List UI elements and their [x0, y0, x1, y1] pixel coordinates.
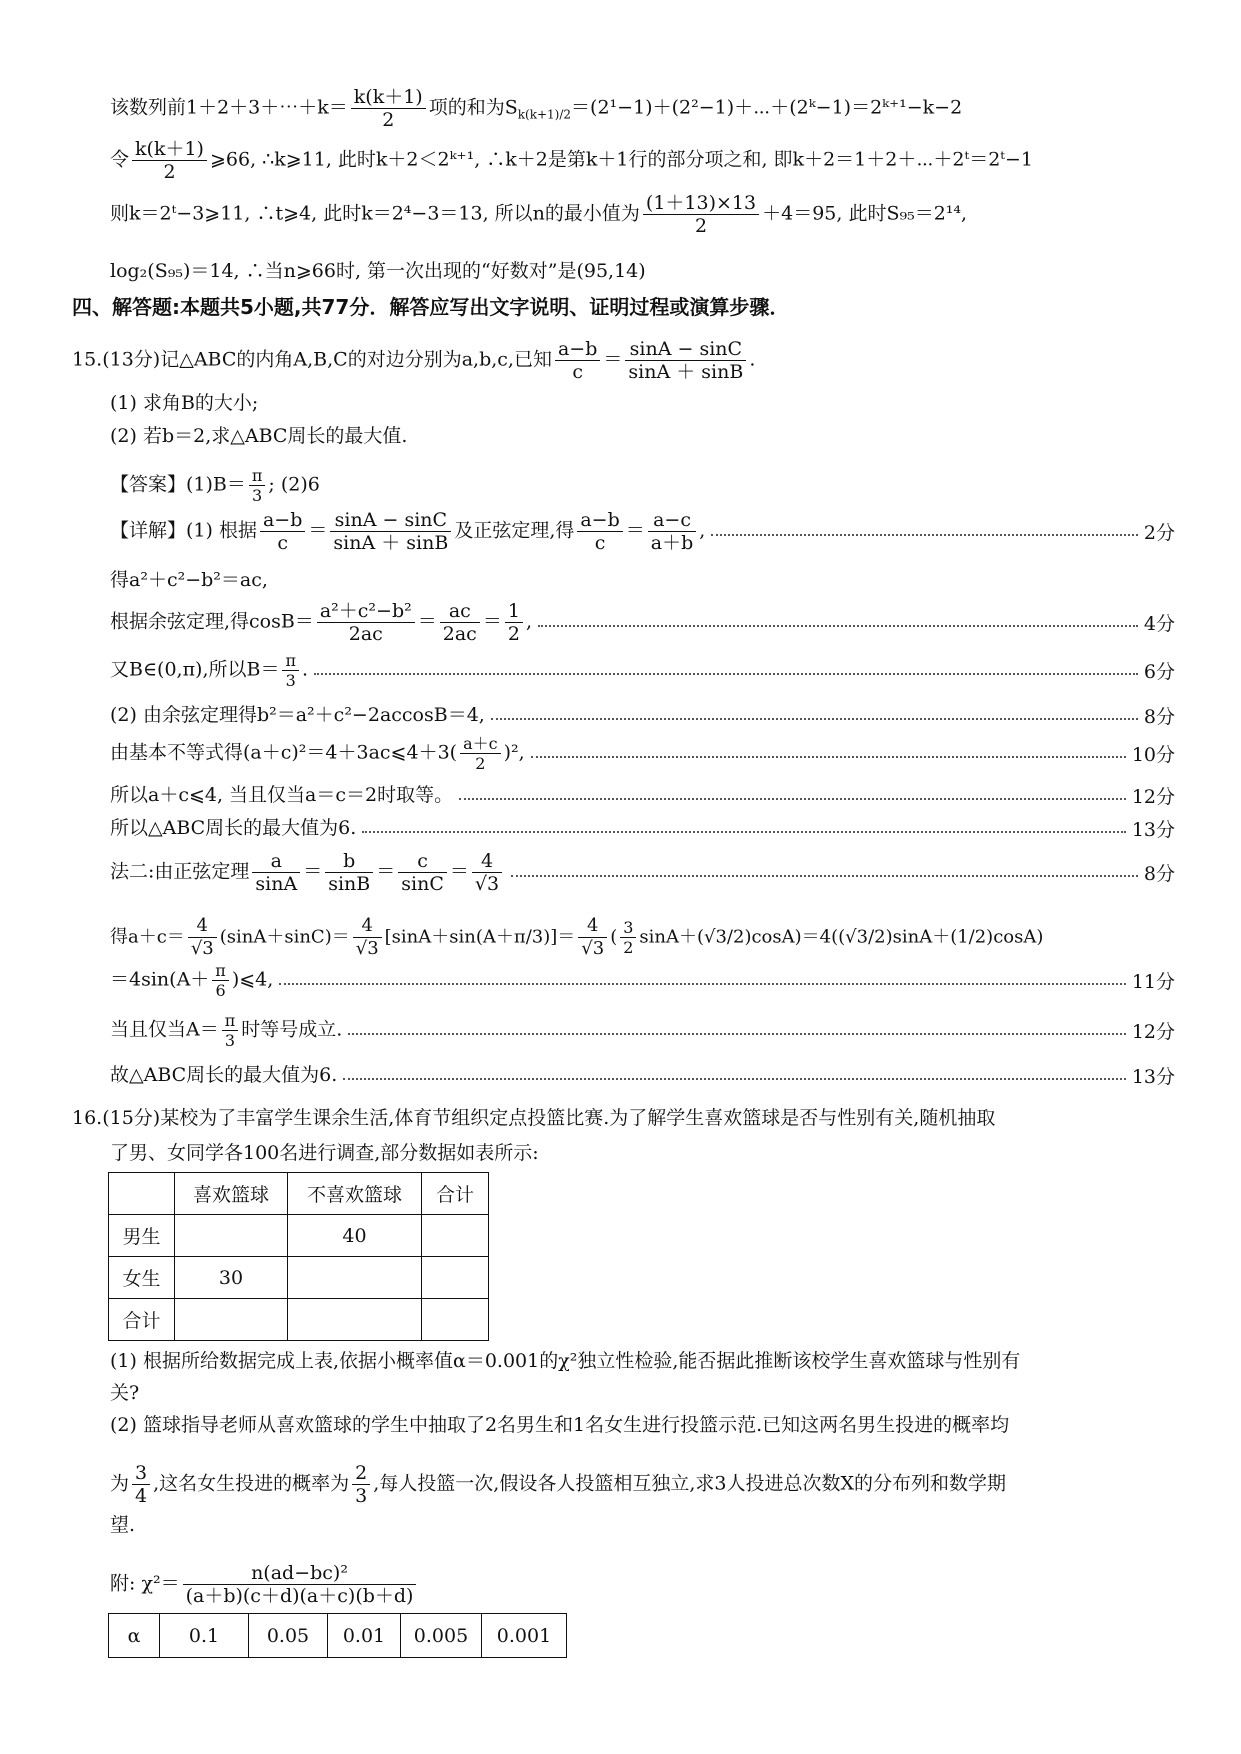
text: ＝: [303, 860, 323, 882]
text: sinA＋(√3/2)cosA)＝4((√3/2)sinA＋(1/2)cosA): [639, 926, 1044, 948]
leader-dots: [343, 1078, 1125, 1080]
fraction-numerator: a＋c: [460, 734, 501, 754]
text: 时等号成立.: [241, 1018, 343, 1040]
fraction-denominator: sinA: [255, 872, 298, 895]
fraction-denominator: 3: [285, 670, 296, 690]
fraction-numerator: π: [222, 1011, 239, 1031]
text: ＝: [603, 348, 623, 371]
table-cell: [422, 1215, 489, 1257]
q15-step-2: 得a²＋c²−b²＝ac,: [110, 569, 268, 591]
fraction-denominator: 3: [252, 486, 263, 505]
fraction-numerator: 3: [620, 918, 636, 938]
score-label: 8分: [1143, 705, 1175, 728]
fraction-denominator: sinB: [328, 872, 371, 895]
table-cell: [175, 1215, 288, 1257]
text: (sinA＋sinC)＝: [219, 926, 350, 948]
q15-step-6: [110, 733, 1175, 773]
fraction-denominator: √3: [355, 938, 379, 959]
table-cell: [422, 1257, 489, 1299]
table-header-row: [109, 1173, 489, 1215]
q15-answer: [110, 466, 320, 505]
q15-step-9: [110, 849, 1175, 895]
fraction-denominator: 2: [694, 215, 708, 237]
fraction-numerator: π: [282, 651, 299, 671]
text: 由基本不等式得(a＋c)²＝4＋3ac⩽4＋3(: [110, 741, 458, 763]
fraction-denominator: 2: [382, 109, 395, 131]
prev-solution-line-4: log₂(S₉₅)＝14, ∴当n⩾66时, 第一次出现的“好数对”是(95,14): [110, 260, 646, 282]
fraction-numerator: k(k＋1): [351, 86, 426, 109]
text: ＝: [308, 519, 328, 541]
fraction-numerator: 1: [505, 600, 523, 623]
score-label: 2分: [1143, 521, 1175, 544]
text: 项的和为S: [428, 96, 518, 119]
prev-solution-line-3: [110, 192, 967, 237]
table-cell: 0.01: [328, 1614, 401, 1658]
q15-step-5: [110, 700, 1175, 730]
text: 为: [110, 1472, 130, 1495]
table-cell: 0.05: [249, 1614, 328, 1658]
fraction-denominator: 2: [507, 622, 520, 645]
table-row: [109, 1215, 489, 1257]
fraction-numerator: sinA − sinC: [625, 338, 746, 361]
fraction-numerator: n(ad−bc)²: [183, 1562, 417, 1585]
fraction-denominator: 6: [215, 980, 226, 1000]
fraction-numerator: a²＋c²−b²: [317, 600, 415, 623]
fraction-denominator: c: [277, 531, 288, 554]
text: ＝: [482, 610, 502, 632]
leader-dots: [531, 756, 1126, 758]
q16-part2-line-3: 望.: [110, 1514, 136, 1536]
text: )⩽4,: [231, 968, 274, 990]
leader-dots: [362, 831, 1125, 833]
table-cell: [109, 1173, 175, 1215]
table-row: [109, 1614, 567, 1658]
text: 【详解】(1) 根据: [110, 519, 257, 541]
text: ＝: [625, 519, 645, 541]
fraction-numerator: (1＋13)×13: [643, 192, 759, 215]
score-label: 11分: [1131, 970, 1175, 993]
text: ＝: [449, 860, 469, 882]
fraction-denominator: c: [594, 531, 606, 554]
text: 所以△ABC周长的最大值为6.: [110, 817, 357, 839]
text: 【答案】(1)B＝: [110, 473, 246, 496]
fraction-numerator: a−c: [648, 509, 697, 532]
table-cell: 合计: [422, 1173, 489, 1215]
q15-step-1: [110, 508, 1175, 554]
text: ,: [525, 610, 532, 632]
q15-step-7: [110, 780, 1175, 810]
text: ＋4＝95, 此时S₉₅＝2¹⁴,: [762, 202, 968, 225]
table-cell: 合计: [109, 1299, 175, 1341]
q15-part1: (1) 求角B的大小;: [110, 392, 259, 414]
chi-square-formula: [110, 1562, 419, 1607]
table-cell: 0.001: [482, 1614, 567, 1658]
text: 得a＋c＝: [110, 926, 185, 948]
fraction-denominator: a＋b: [650, 531, 694, 554]
text: ＝4sin(A＋: [110, 968, 210, 990]
leader-dots: [348, 1033, 1126, 1035]
text: ,: [699, 519, 706, 541]
text: .: [749, 348, 756, 371]
text: ,这名女生投进的概率为: [153, 1472, 350, 1495]
fraction-denominator: √3: [474, 872, 500, 895]
fraction-denominator: 3: [355, 1485, 368, 1507]
score-label: 12分: [1131, 1020, 1175, 1043]
table-cell: [175, 1299, 288, 1341]
text: 所以a＋c⩽4, 当且仅当a＝c＝2时取等。: [110, 784, 454, 806]
q16-part2-line-1: (2) 篮球指导老师从喜欢篮球的学生中抽取了2名男生和1名女生进行投篮示范.已知这两名男生投进的概率均: [110, 1414, 1010, 1436]
table-cell: 0.005: [401, 1614, 482, 1658]
q16-stem-line-1: 16.(15分)某校为了丰富学生课余生活,体育节组织定点投篮比赛.为了解学生喜欢篮球是否与性别有关,随机抽取: [72, 1107, 996, 1129]
fraction-numerator: b: [325, 850, 373, 873]
table-row: [109, 1299, 489, 1341]
fraction-denominator: (a＋b)(c＋d)(a＋c)(b＋d): [185, 1585, 414, 1607]
text: 该数列前1＋2＋3＋⋯＋k＝: [110, 96, 348, 119]
text: 令: [110, 148, 130, 171]
leader-dots: [459, 798, 1126, 800]
text: (: [610, 926, 618, 948]
table-cell: 男生: [109, 1215, 175, 1257]
q15-step-11: [110, 960, 1175, 1000]
fraction-numerator: 2: [352, 1462, 370, 1485]
leader-dots: [314, 673, 1138, 675]
text: 当且仅当A＝: [110, 1018, 219, 1040]
fraction-denominator: 3: [224, 1030, 236, 1050]
table-cell: α: [109, 1614, 160, 1658]
fraction-denominator: sinA ＋ sinB: [333, 531, 449, 554]
text: 法二:由正弦定理: [110, 860, 250, 882]
text: 附: χ²＝: [110, 1572, 180, 1595]
table-cell: 女生: [109, 1257, 175, 1299]
text: ＝: [376, 860, 396, 882]
text: )²,: [503, 741, 525, 763]
fraction-numerator: c: [398, 850, 447, 873]
subscript: k(k+1)/2: [517, 107, 572, 122]
text: .: [302, 658, 309, 680]
score-label: 12分: [1131, 785, 1175, 808]
q16-part1-line-2: 关?: [110, 1382, 140, 1404]
prev-solution-line-2: [110, 138, 1033, 183]
survey-table: [108, 1172, 489, 1341]
fraction-denominator: 2: [475, 753, 486, 773]
score-label: 6分: [1143, 660, 1175, 683]
leader-dots: [491, 718, 1138, 720]
fraction-numerator: k(k＋1): [132, 138, 207, 161]
score-label: 13分: [1131, 1065, 1175, 1088]
fraction-numerator: 4: [578, 915, 607, 938]
q15-step-12: [110, 1010, 1175, 1050]
section-title: 四、解答题:本题共5小题,共77分．解答应写出文字说明、证明过程或演算步骤．: [72, 295, 790, 319]
text: ⩾66, ∴k⩾11, 此时k＋2＜2ᵏ⁺¹, ∴k＋2是第k＋1行的部分项之和, 即k＋2＝1＋2＋⋯＋2ᵗ＝2ᵗ−1: [209, 148, 1033, 171]
fraction-denominator: sinC: [401, 872, 444, 895]
text: 15.(13分)记△ABC的内角A,B,C的对边分别为a,b,c,已知: [72, 348, 552, 371]
leader-dots: [511, 875, 1138, 877]
text: 故△ABC周长的最大值为6.: [110, 1064, 338, 1086]
fraction-denominator: 2: [163, 161, 176, 183]
fraction-denominator: √3: [581, 938, 605, 959]
fraction-denominator: 2ac: [348, 622, 383, 645]
fraction-denominator: 2ac: [442, 622, 477, 645]
text: 又B∈(0,π),所以B＝: [110, 658, 280, 680]
leader-dots: [711, 534, 1138, 536]
text: ,每人投篮一次,假设各人投篮相互独立,求3人投进总次数X的分布列和数学期: [373, 1472, 1006, 1495]
fraction-numerator: 4: [353, 915, 382, 938]
fraction-numerator: a−b: [577, 509, 622, 532]
fraction-numerator: a−b: [555, 338, 600, 361]
leader-dots: [538, 625, 1138, 627]
q15-step-3: [110, 599, 1175, 645]
fraction-numerator: a: [252, 850, 300, 873]
text: 根据余弦定理,得cosB＝: [110, 610, 314, 632]
fraction-numerator: 4: [188, 915, 217, 938]
score-label: 8分: [1143, 862, 1175, 885]
q15-step-8: [110, 813, 1175, 843]
text: 则k＝2ᵗ−3⩾11, ∴t⩾4, 此时k＝2⁴−3＝13, 所以n的最小值为: [110, 202, 640, 225]
table-cell: [288, 1299, 422, 1341]
fraction-denominator: 4: [135, 1485, 148, 1507]
fraction-numerator: π: [249, 466, 266, 486]
text: ＝: [417, 610, 437, 632]
table-cell: 喜欢篮球: [175, 1173, 288, 1215]
q16-stem-line-2: 了男、女同学各100名进行调查,部分数据如表所示:: [110, 1142, 539, 1164]
q16-part2-line-2: [110, 1462, 1006, 1507]
table-cell: 30: [175, 1257, 288, 1299]
q15-step-4: [110, 650, 1175, 690]
fraction-numerator: sinA − sinC: [330, 509, 451, 532]
q16-part1-line-1: (1) 根据所给数据完成上表,依据小概率值α＝0.001的χ²独立性检验,能否据此推断该校学生喜欢篮球与性别有: [110, 1350, 1021, 1372]
fraction-numerator: π: [212, 961, 229, 981]
q15-stem: [72, 338, 755, 383]
fraction-denominator: sinA ＋ sinB: [628, 361, 744, 383]
table-cell: [422, 1299, 489, 1341]
text: ＝(2¹−1)＋(2²−1)＋⋯＋(2ᵏ−1)＝2ᵏ⁺¹−k−2: [571, 96, 963, 119]
fraction-numerator: ac: [440, 600, 480, 623]
alpha-table: [108, 1613, 567, 1658]
score-label: 13分: [1131, 818, 1175, 841]
q15-step-10: [110, 915, 1043, 960]
fraction-numerator: 4: [472, 850, 502, 873]
leader-dots: [279, 983, 1126, 985]
text: [sinA＋sin(A＋π/3)]＝: [384, 926, 576, 948]
score-label: 4分: [1143, 612, 1175, 635]
fraction-denominator: c: [572, 361, 583, 383]
table-cell: [288, 1257, 422, 1299]
fraction-numerator: a−b: [260, 509, 305, 532]
table-cell: 不喜欢篮球: [288, 1173, 422, 1215]
q15-step-13: [110, 1060, 1175, 1090]
q15-part2: (2) 若b＝2,求△ABC周长的最大值.: [110, 425, 408, 447]
text: ; (2)6: [268, 473, 320, 496]
prev-solution-line-1: [110, 86, 962, 131]
text: 及正弦定理,得: [454, 519, 575, 541]
fraction-denominator: 2: [623, 938, 634, 957]
score-label: 10分: [1131, 743, 1175, 766]
table-cell: 40: [288, 1215, 422, 1257]
fraction-numerator: 3: [132, 1462, 150, 1485]
fraction-denominator: √3: [190, 938, 214, 959]
table-cell: 0.1: [160, 1614, 249, 1658]
table-row: [109, 1257, 489, 1299]
text: (2) 由余弦定理得b²＝a²＋c²−2accosB＝4,: [110, 704, 485, 726]
